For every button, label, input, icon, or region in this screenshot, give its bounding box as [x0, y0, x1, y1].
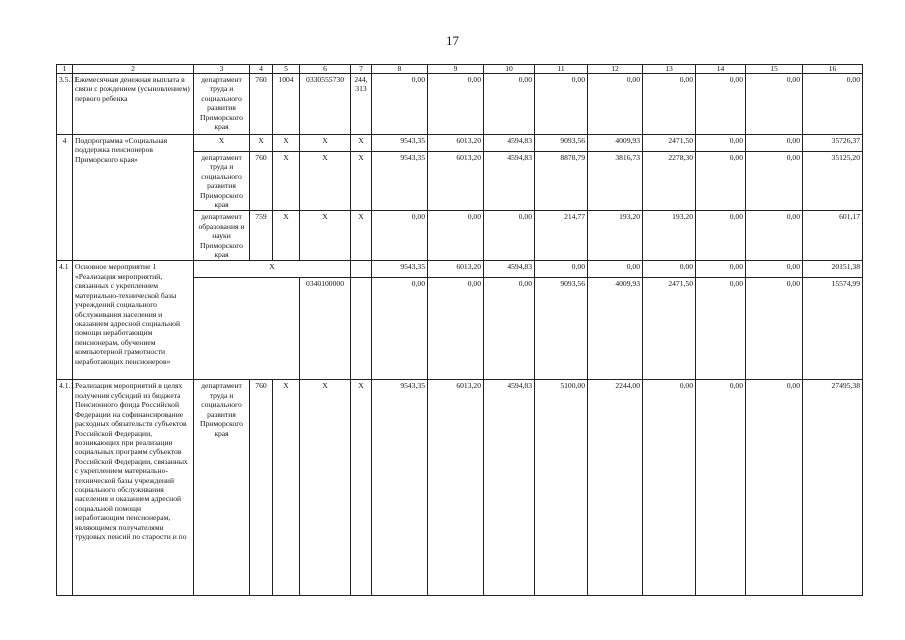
- cell-value: 5100,00: [535, 380, 588, 596]
- cell-value: 4594,83: [484, 261, 535, 278]
- cell-value: 0,00: [746, 74, 803, 135]
- cell-value: 15574,99: [803, 278, 863, 380]
- table-row: [57, 261, 863, 278]
- cell-value: 4009,93: [588, 135, 643, 152]
- cell-value: 0,00: [696, 261, 746, 278]
- cell-expense-type: X: [351, 380, 372, 596]
- cell-value: 6013,20: [428, 135, 484, 152]
- cell-value: 20151,38: [803, 261, 863, 278]
- cell-value: 0,00: [696, 380, 746, 596]
- cell-section: X: [273, 135, 300, 152]
- cell-value: 0,00: [746, 278, 803, 380]
- column-number-row: [57, 65, 863, 74]
- cell-value: 0,00: [428, 278, 484, 380]
- cell-expense-type: 244, 313: [351, 74, 372, 135]
- cell-value: 9093,56: [535, 278, 588, 380]
- cell-expense-type: X: [351, 152, 372, 211]
- cell-value: 0,00: [696, 211, 746, 261]
- column-number: 7: [351, 65, 372, 74]
- cell-value: 4594,83: [484, 135, 535, 152]
- cell-value: 9543,35: [372, 152, 428, 211]
- cell-value: 0,00: [428, 211, 484, 261]
- cell-value: 9543,35: [372, 135, 428, 152]
- column-number: 8: [372, 65, 428, 74]
- cell-value: 0,00: [696, 278, 746, 380]
- cell-target-article: X: [300, 380, 351, 596]
- row-number: 4.1.1: [57, 380, 73, 596]
- cell-value: 2244,00: [588, 380, 643, 596]
- cell-grbs: 759: [250, 211, 273, 261]
- row-name: Реализация мероприятий в целях получения субсидий из бюджета Пенсионного фонда Российской Федерации на софинансирование расходных обязательств субъектов Российской Федерации, возникающих при реализации социальных программ субъектов Российской Федерации, связанных с укреплением материально-технической базы учреждений социального обслуживания населения и оказанием адресной социальной помощи неработающим пенсионерам, являющимся получателями трудовых пенсий по старости и по: [73, 380, 194, 596]
- cell-target-article: X: [194, 261, 351, 278]
- cell-section: X: [273, 211, 300, 261]
- cell-value: 6013,20: [428, 261, 484, 278]
- cell-empty: [194, 278, 300, 380]
- cell-section: 1004: [273, 74, 300, 135]
- cell-value: 0,00: [428, 74, 484, 135]
- cell-value: 9543,35: [372, 380, 428, 596]
- cell-value: 0,00: [643, 380, 696, 596]
- cell-value: 0,00: [746, 211, 803, 261]
- table-row: [57, 135, 863, 152]
- cell-expense-type: X: [351, 211, 372, 261]
- page-number: 17: [446, 33, 459, 48]
- responsible-dept: департамент труда и социального развития Приморского края: [194, 152, 250, 211]
- cell-value: 35726,37: [803, 135, 863, 152]
- cell-value: 0,00: [746, 135, 803, 152]
- row-name: Ежемесячная денежная выплата в связи с рождением (усыновлением) первого ребенка: [73, 74, 194, 135]
- cell-value: 601,17: [803, 211, 863, 261]
- row-number: 4: [57, 135, 73, 261]
- cell-grbs: 760: [250, 74, 273, 135]
- cell-grbs: X: [250, 135, 273, 152]
- cell-value: 8878,79: [535, 152, 588, 211]
- cell-empty: [351, 278, 372, 380]
- cell-value: 0,00: [535, 74, 588, 135]
- cell-value: 4009,93: [588, 278, 643, 380]
- column-number: 1: [57, 65, 73, 74]
- cell-grbs: 760: [250, 380, 273, 596]
- cell-value: 4594,83: [484, 380, 535, 596]
- cell-expense-type: X: [351, 135, 372, 152]
- cell-value: 9543,35: [372, 261, 428, 278]
- row-number: 4.1: [57, 261, 73, 380]
- cell-value: 0,00: [643, 74, 696, 135]
- cell-value: 35125,20: [803, 152, 863, 211]
- responsible-dept: департамент труда и социального развития Приморского края: [194, 74, 250, 135]
- cell-section: X: [273, 380, 300, 596]
- column-number: 14: [696, 65, 746, 74]
- cell-value: 4594,83: [484, 152, 535, 211]
- cell-value: 0,00: [746, 261, 803, 278]
- column-number: 5: [273, 65, 300, 74]
- column-number: 16: [803, 65, 863, 74]
- cell-value: 0,00: [535, 261, 588, 278]
- budget-table: [56, 64, 863, 596]
- column-number: 9: [428, 65, 484, 74]
- cell-value: 2278,30: [643, 152, 696, 211]
- cell-section: X: [273, 152, 300, 211]
- column-number: 10: [484, 65, 535, 74]
- column-number: 2: [73, 65, 194, 74]
- cell-value: 0,00: [372, 74, 428, 135]
- row-name: Основное мероприятие 1 «Реализация мероприятий, связанных с укреплением материально-технической базы учреждений социального обслуживания населения и оказанием адресной социальной помощи неработающим пенсионерам, обучением компьютерной грамотности неработающих пенсионеров»: [73, 261, 194, 380]
- cell-value: 0,00: [484, 278, 535, 380]
- column-number: 3: [194, 65, 250, 74]
- cell-value: 9093,56: [535, 135, 588, 152]
- cell-value: 214,77: [535, 211, 588, 261]
- cell-empty: [351, 261, 372, 278]
- cell-value: 0,00: [484, 211, 535, 261]
- cell-value: 0,00: [372, 211, 428, 261]
- cell-value: 0,00: [696, 74, 746, 135]
- cell-value: 2471,50: [643, 278, 696, 380]
- cell-target-article: 0340100000: [300, 278, 351, 380]
- responsible-dept: X: [194, 135, 250, 152]
- column-number: 12: [588, 65, 643, 74]
- cell-value: 0,00: [588, 261, 643, 278]
- cell-value: 3816,73: [588, 152, 643, 211]
- cell-value: 0,00: [484, 74, 535, 135]
- column-number: 4: [250, 65, 273, 74]
- cell-value: 193,20: [643, 211, 696, 261]
- cell-value: 0,00: [803, 74, 863, 135]
- cell-value: 6013,20: [428, 380, 484, 596]
- column-number: 13: [643, 65, 696, 74]
- cell-target-article: X: [300, 135, 351, 152]
- cell-value: 6013,20: [428, 152, 484, 211]
- cell-value: 2471,50: [643, 135, 696, 152]
- cell-value: 193,20: [588, 211, 643, 261]
- cell-value: 27495,38: [803, 380, 863, 596]
- row-number: 3.5.11.: [57, 74, 73, 135]
- column-number: 11: [535, 65, 588, 74]
- table-row: [57, 380, 863, 596]
- cell-target-article: 0330555730: [300, 74, 351, 135]
- cell-target-article: X: [300, 152, 351, 211]
- cell-value: 0,00: [696, 152, 746, 211]
- cell-value: 0,00: [372, 278, 428, 380]
- responsible-dept: департамент труда и социального развития Приморского края: [194, 380, 250, 596]
- cell-grbs: 760: [250, 152, 273, 211]
- column-number: 6: [300, 65, 351, 74]
- cell-value: 0,00: [746, 152, 803, 211]
- cell-value: 0,00: [746, 380, 803, 596]
- column-number: 15: [746, 65, 803, 74]
- cell-target-article: X: [300, 211, 351, 261]
- cell-value: 0,00: [643, 261, 696, 278]
- responsible-dept: департамент образования и науки Приморского края: [194, 211, 250, 261]
- cell-value: 0,00: [588, 74, 643, 135]
- table-row: [57, 74, 863, 135]
- row-name: Подпрограмма «Социальная поддержка пенсионеров Приморского края»: [73, 135, 194, 261]
- cell-value: 0,00: [696, 135, 746, 152]
